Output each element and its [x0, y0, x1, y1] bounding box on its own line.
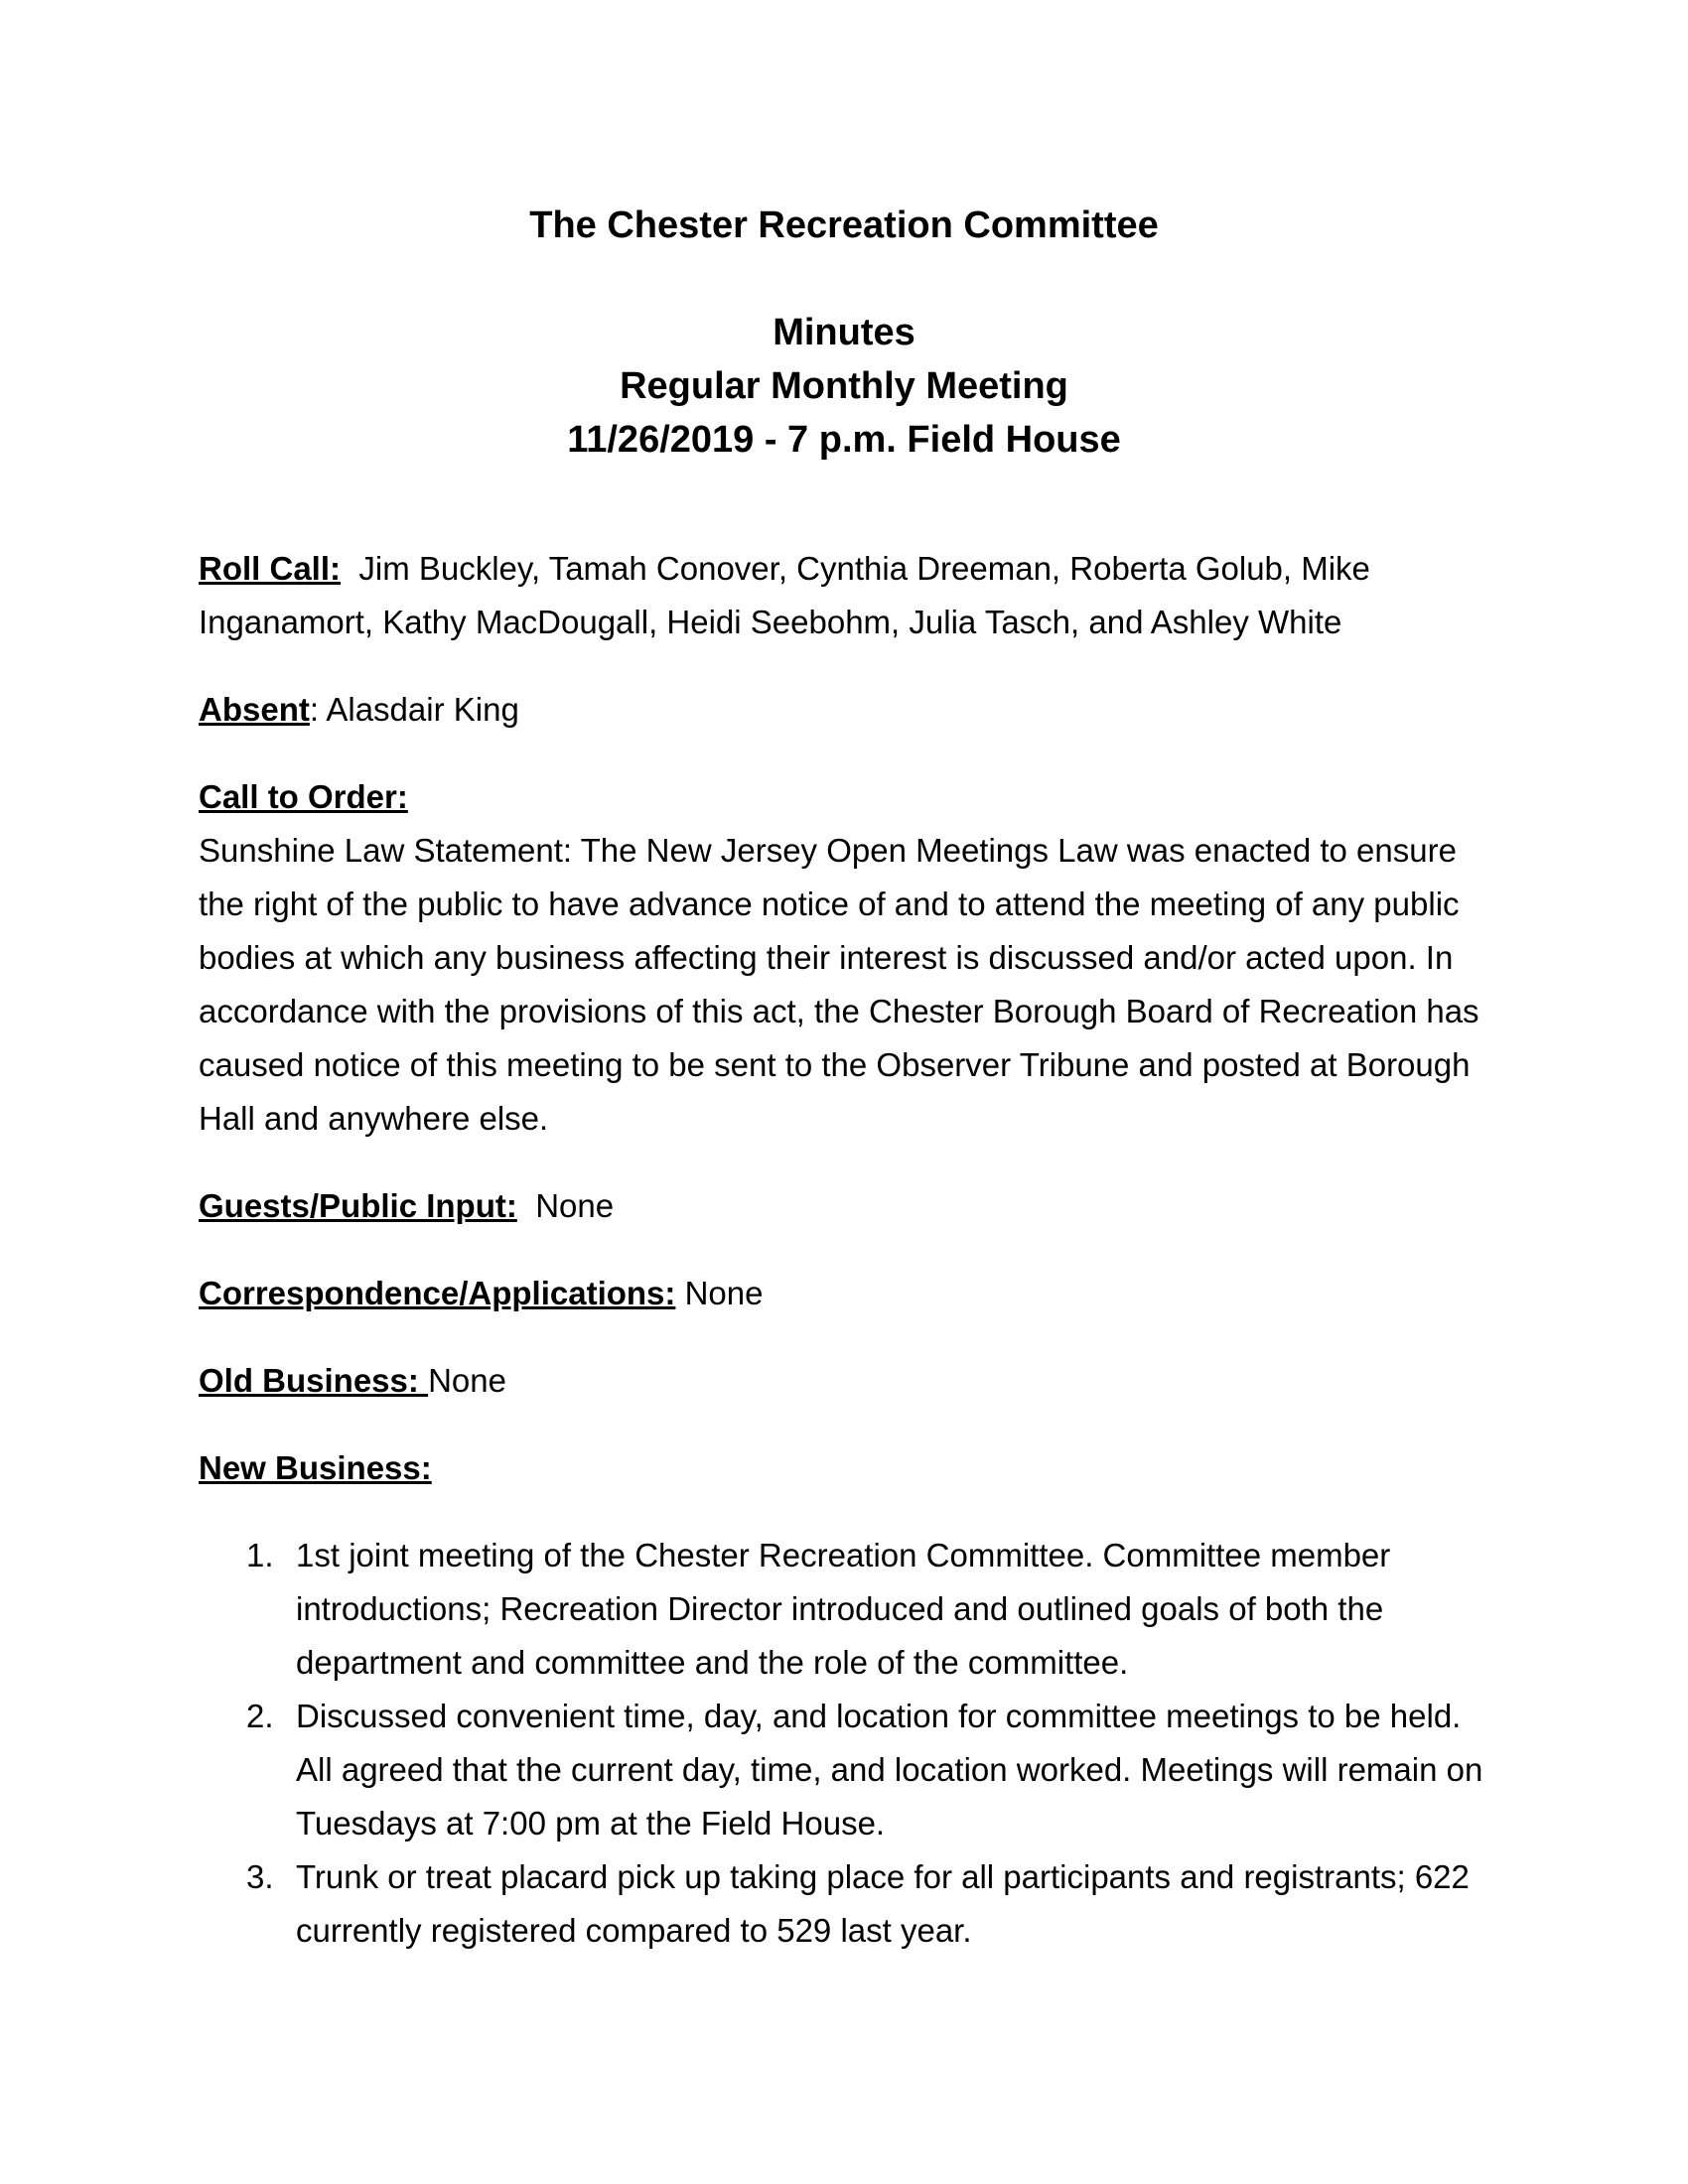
- heading-date-location: 11/26/2019 - 7 p.m. Field House: [567, 419, 1121, 461]
- guests-label: Guests/Public Input:: [199, 1187, 517, 1224]
- call-to-order-section: [199, 770, 1489, 1146]
- heading-minutes: Minutes: [773, 312, 915, 353]
- list-item-text: 1st joint meeting of the Chester Recreation Committee. Committee member introductions; Recreation Director introduced and outlined goals of both the department and committee and the role of the committee.: [296, 1537, 1391, 1681]
- correspondence-text: None: [684, 1275, 764, 1311]
- document-title: The Chester Recreation Committee: [529, 205, 1159, 246]
- new-business-list: [199, 1529, 1489, 1958]
- list-item-text: Discussed convenient time, day, and location for committee meetings to be held. All agreed that the current day, time, and location worked. Meetings will remain on Tuesdays at 7:00 pm at the Field House.: [296, 1698, 1483, 1842]
- call-to-order-label: Call to Order:: [199, 778, 408, 815]
- absent-section: [199, 683, 1489, 737]
- correspondence-label: Correspondence/Applications:: [199, 1275, 676, 1311]
- guests-text: None: [535, 1187, 615, 1224]
- roll-call-section: [199, 542, 1489, 649]
- old-business-label: Old Business:: [199, 1362, 429, 1399]
- list-item: [199, 1529, 1489, 1690]
- list-item-text: Trunk or treat placard pick up taking place for all participants and registrants; 622 currently registered compared to 529 last year.: [296, 1858, 1470, 1949]
- new-business-section: [199, 1441, 1489, 1495]
- absent-text: : Alasdair King: [309, 691, 519, 728]
- list-item-number: 1.: [246, 1537, 274, 1573]
- old-business-section: [199, 1354, 1489, 1408]
- list-item: [199, 1690, 1489, 1850]
- list-item-number: 3.: [246, 1858, 274, 1895]
- absent-label: Absent: [199, 691, 310, 728]
- guests-section: [199, 1179, 1489, 1233]
- heading-meeting-type: Regular Monthly Meeting: [620, 365, 1068, 407]
- correspondence-section: [199, 1267, 1489, 1320]
- call-to-order-text: Sunshine Law Statement: The New Jersey Open Meetings Law was enacted to ensure the right of the public to have advance notice of and to attend the meeting of any public bodies at which any business affecting their interest is discussed and/or acted upon. In accordance with the provisions of this act, the Chester Borough Board of Recreation has caused notice of this meeting to be sent to the Observer Tribune and posted at Borough Hall and anywhere else.: [199, 832, 1479, 1137]
- list-item-number: 2.: [246, 1698, 274, 1734]
- roll-call-label: Roll Call:: [199, 550, 342, 587]
- meeting-heading: [0, 306, 1688, 467]
- list-item: [199, 1850, 1489, 1958]
- roll-call-text: Jim Buckley, Tamah Conover, Cynthia Dreeman, Roberta Golub, Mike Inganamort, Kathy MacDougall, Heidi Seebohm, Julia Tasch, and Ashley White: [199, 550, 1370, 640]
- old-business-text: None: [428, 1362, 506, 1399]
- minutes-body: [199, 542, 1489, 1958]
- new-business-label: New Business:: [199, 1449, 432, 1486]
